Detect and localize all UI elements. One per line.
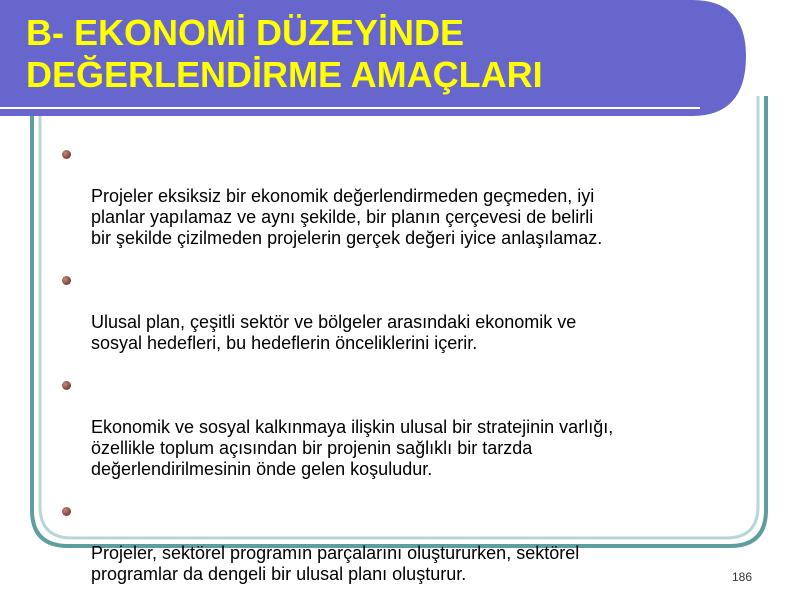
bullet-text: Ulusal plan, çeşitli sektör ve bölgeler arasındaki ekonomik ve sosyal hedefleri, bu hedeflerin önceliklerini içerir. xyxy=(91,312,577,353)
slide-title-line-1: B- EKONOMİ DÜZEYİNDE xyxy=(26,12,465,53)
slide-title xyxy=(26,12,706,96)
bullet-icon xyxy=(62,150,71,159)
page-number: 186 xyxy=(731,570,752,584)
bullet-item xyxy=(62,144,742,249)
bullet-item xyxy=(62,375,742,480)
bullet-item xyxy=(62,270,742,354)
bullet-item xyxy=(62,501,742,585)
bullet-icon xyxy=(62,507,71,516)
bullet-text: Projeler eksiksiz bir ekonomik değerlendirmeden geçmeden, iyi planlar yapılamaz ve aynı şekilde, bir planın çerçevesi de belirli bir şekilde çizilmeden projelerin gerçek değeri iyice anlaşılamaz. xyxy=(91,186,603,248)
bullet-icon xyxy=(62,381,71,390)
bullet-icon xyxy=(62,276,71,285)
bullet-text: Projeler, sektörel programın parçalarını oluştururken, sektörel programlar da dengeli bir ulusal planı oluşturur. xyxy=(91,543,580,584)
bullet-text: Ekonomik ve sosyal kalkınmaya ilişkin ulusal bir stratejinin varlığı, özellikle toplum açısından bir projenin sağlıklı bir tarzda değerlendirilmesinin önde gelen koşuludur. xyxy=(91,417,614,479)
slide-title-line-2: DEĞERLENDİRME AMAÇLARI xyxy=(26,54,543,95)
bullet-list xyxy=(62,144,742,600)
